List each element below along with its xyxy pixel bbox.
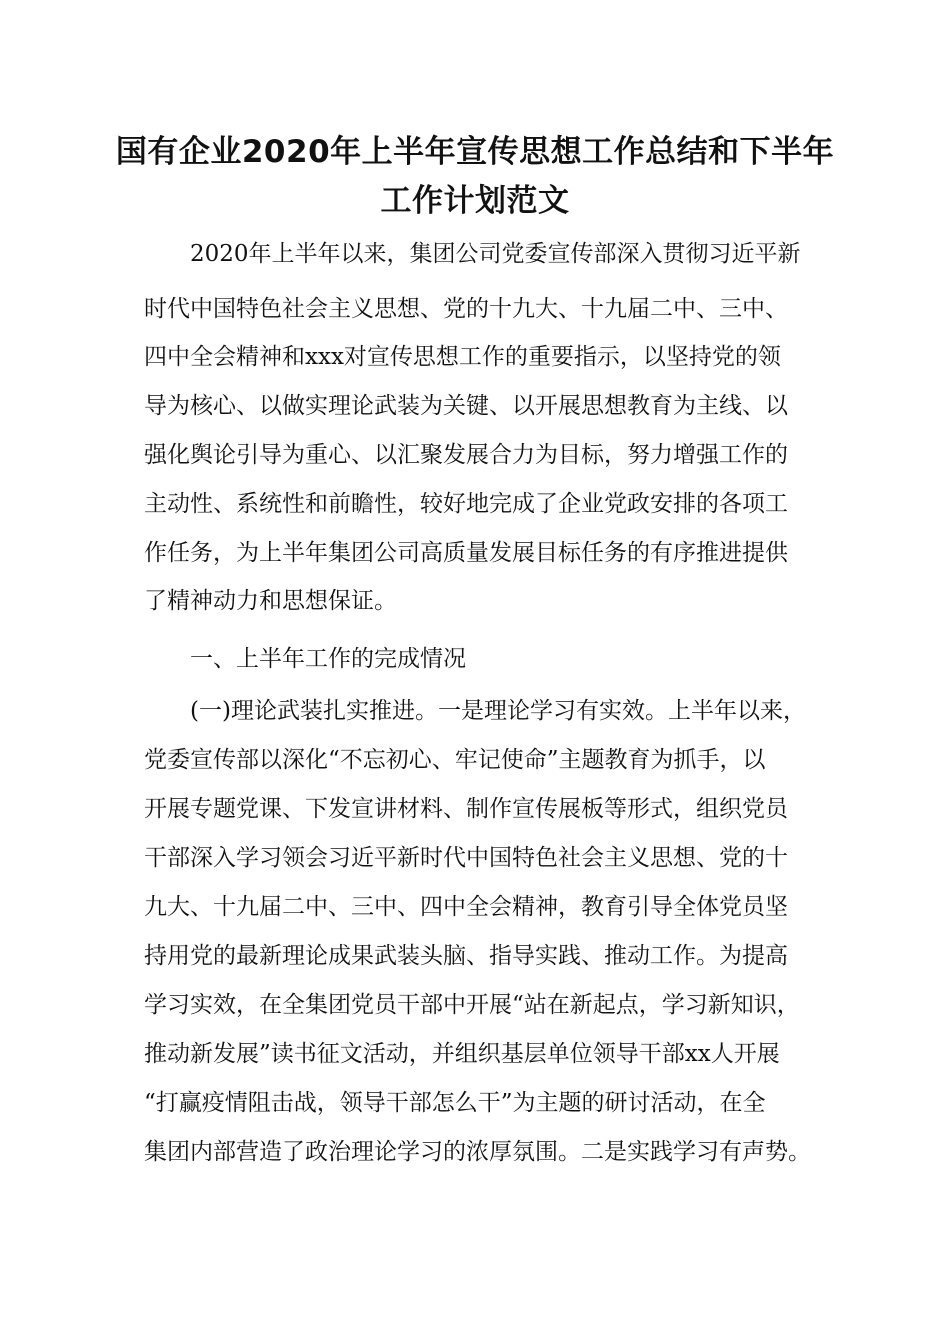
paragraph-line: 强化舆论引导为重心、以汇聚发展合力为目标，努力增强工作的: [144, 442, 788, 468]
paragraph-line: 时代中国特色社会主义思想、党的十九大、十九届二中、三中、: [144, 296, 788, 322]
paragraph-line: 了精神动力和思想保证。: [144, 588, 397, 614]
document-title-line-2: 工作计划范文: [380, 183, 570, 219]
paragraph-line: 集团内部营造了政治理论学习的浓厚氛围。二是实践学习有声势。: [144, 1139, 811, 1165]
paragraph-line: 导为核心、以做实理论武装为关键、以开展思想教育为主线、以: [144, 393, 788, 419]
paragraph-line: 2020年上半年以来，集团公司党委宣传部深入贯彻习近平新: [190, 241, 801, 267]
paragraph-line: 学习实效，在全集团党员干部中开展“站在新起点，学习新知识，: [144, 992, 800, 1018]
paragraph-line: 开展专题党课、下发宣讲材料、制作宣传展板等形式，组织党员: [144, 796, 788, 822]
section-heading: 一、上半年工作的完成情况: [190, 646, 466, 672]
paragraph-line: 推动新发展”读书征文活动，并组织基层单位领导干部xx人开展: [144, 1041, 780, 1067]
paragraph-line: 持用党的最新理论成果武装头脑、指导实践、推动工作。为提高: [144, 943, 788, 969]
paragraph-line: 主动性、系统性和前瞻性，较好地完成了企业党政安排的各项工: [144, 491, 788, 517]
paragraph-line: 作任务，为上半年集团公司高质量发展目标任务的有序推进提供: [144, 540, 788, 566]
paragraph-line: “打赢疫情阻击战，领导干部怎么干”为主题的研讨活动，在全: [144, 1090, 766, 1116]
paragraph-line: 干部深入学习领会习近平新时代中国特色社会主义思想、党的十: [144, 845, 788, 871]
paragraph-line: 党委宣传部以深化“不忘初心、牢记使命”主题教育为抓手，以: [144, 747, 766, 773]
paragraph-line: (一)理论武装扎实推进。一是理论学习有实效。上半年以来，: [190, 698, 806, 724]
document-title-line-1: 国有企业2020年上半年宣传思想工作总结和下半年: [115, 134, 835, 170]
paragraph-line: 九大、十九届二中、三中、四中全会精神，教育引导全体党员坚: [144, 894, 788, 920]
paragraph-line: 四中全会精神和xxx对宣传思想工作的重要指示，以坚持党的领: [144, 344, 781, 370]
